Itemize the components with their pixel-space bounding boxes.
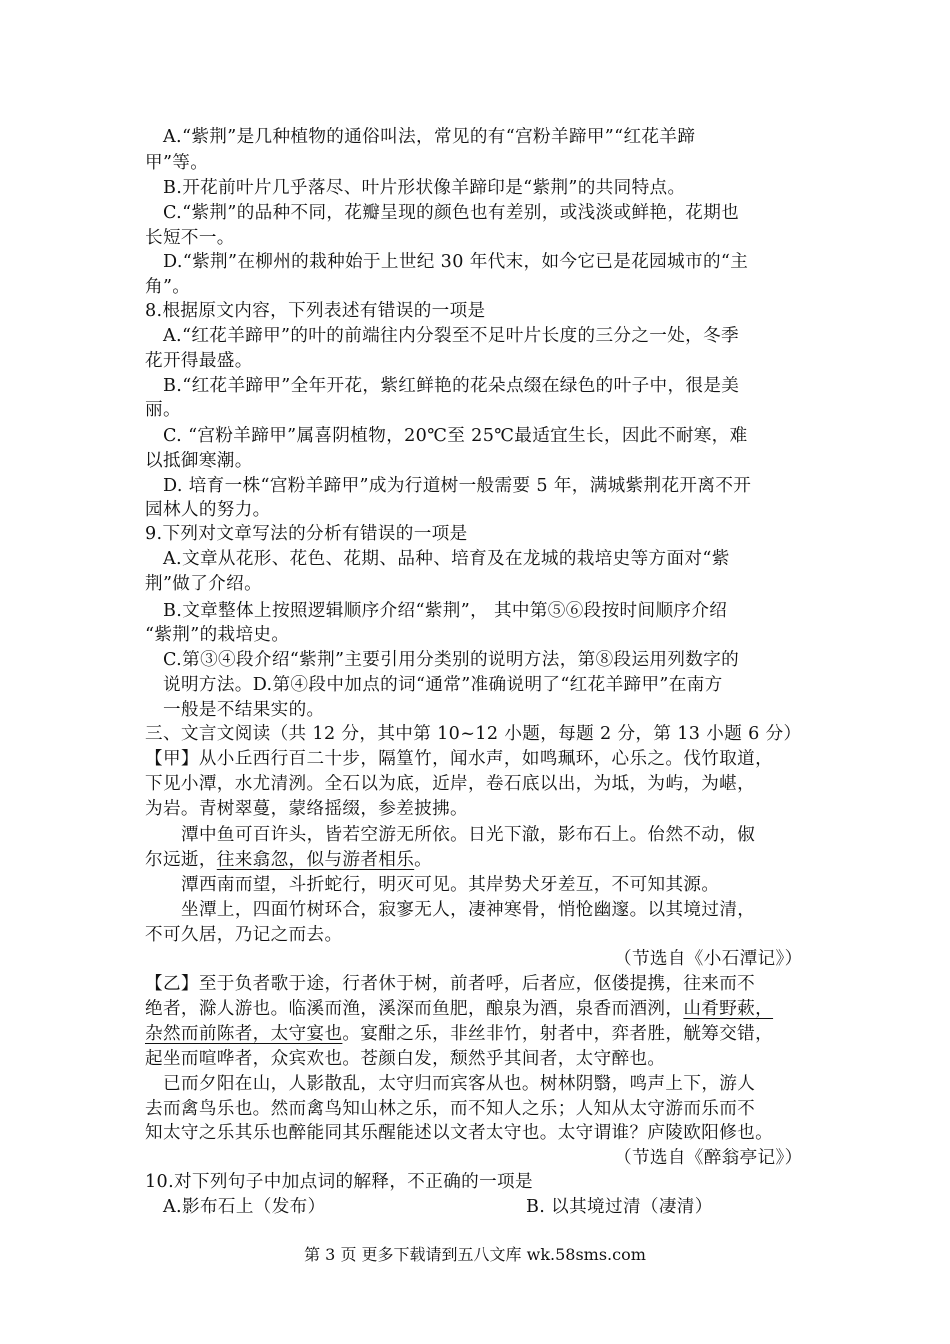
passage-jia-p1-line2: 下见小潭，水尤清洌。全石以为底，近岸，卷石底以出，为坻，为屿，为嵁，	[145, 774, 756, 794]
q8-option-d-line2: 园林人的努力。	[145, 500, 271, 520]
q8-stem	[145, 298, 485, 324]
q9-stem: 9.下列对文章写法的分析有错误的一项是	[145, 524, 468, 544]
passage-yi-source: （节选自《醉翁亭记》）	[614, 1148, 803, 1168]
q8-option-c-line1: C. “宫粉羊蹄甲”属喜阴植物，20℃至 25℃最适宜生长，因此不耐寒，难	[163, 426, 748, 446]
q7-option-a-line1: A.“紫荆”是几种植物的通俗叫法，常见的有“宫粉羊蹄甲”“红花羊蹄	[163, 127, 696, 147]
page-footer: 第 3 页 更多下载请到五八文库 wk.58sms.com	[304, 1245, 646, 1264]
q9-option-c-line2: 说明方法。D.第④段中加点的词“通常”准确说明了“红花羊蹄甲”在南方	[163, 675, 723, 695]
passage-jia-p2-line2	[145, 847, 432, 873]
passage-yi-p1-line1: 【乙】至于负者歌于途，行者休于树，前者呼，后者应，伛偻提携，往来而不	[145, 974, 756, 994]
q7-option-d-line1: D.“紫荆”在柳州的栽种始于上世纪 30 年代末，如今它已是花园城市的“主	[163, 252, 749, 272]
q9-option-b-line2: “紫荆”的栽培史。	[145, 625, 290, 645]
underlined-sentence-yi-part1: 山肴野蔌，	[683, 999, 774, 1019]
passage-yi-p1-line3-end: 。宴酣之乐，非丝非竹，射者中，弈者胜，觥筹交错，	[342, 1024, 774, 1044]
q8-option-c-line2: 以抵御寒潮。	[145, 451, 253, 471]
q10-option-a: A.影布石上（发布）	[163, 1197, 326, 1217]
q8-option-a-line1: A.“红花羊蹄甲”的叶的前端往内分裂至不足叶片长度的三分之一处，冬季	[163, 326, 740, 346]
q9-option-a-line1: A.文章从花形、花色、花期、品种、培育及在龙城的栽培史等方面对“紫	[163, 549, 730, 569]
q10-stem: 10.对下列句子中加点词的解释，不正确的一项是	[145, 1172, 533, 1192]
q9-option-c-line1: C.第③④段介绍“紫荆”主要引用分类别的说明方法，第⑧段运用列数字的	[163, 650, 740, 670]
passage-yi-p1-line2-start: 绝者，滁人游也。临溪而渔，溪深而鱼肥，酿泉为酒，泉香而酒洌，	[145, 999, 684, 1019]
passage-jia-p1-line3: 为岩。青树翠蔓，蒙络摇缀，参差披拂。	[145, 799, 468, 819]
underlined-sentence-yi-part2: 杂然而前陈者，太守宴也	[145, 1024, 343, 1044]
passage-jia-p2-line2-start: 尔远逝，	[145, 850, 217, 870]
q9-option-a-line2: 荆”做了介绍。	[145, 574, 263, 594]
passage-yi-p2-line3: 知太守之乐其乐也醉能同其乐醒能述以文者太守也。太守谓谁？庐陵欧阳修也。	[145, 1123, 774, 1143]
passage-jia-p4-line2: 不可久居，乃记之而去。	[145, 925, 343, 945]
q7-option-c-line1: C.“紫荆”的品种不同，花瓣呈现的颜色也有差别，或浅淡或鲜艳，花期也	[163, 203, 740, 223]
q7-option-c-line2: 长短不一。	[145, 228, 235, 248]
underlined-sentence-jia: 往来翕忽，似与游者相乐	[216, 850, 415, 870]
q10-option-b: B. 以其境过清（凄清）	[526, 1197, 713, 1217]
passage-yi-p1-line4: 起坐而喧哗者，众宾欢也。苍颜白发，颓然乎其间者，太守醉也。	[145, 1049, 666, 1069]
passage-jia-p4-line1: 坐潭上，四面竹树环合，寂寥无人，凄神寒骨，悄怆幽邃。以其境过清，	[181, 900, 756, 920]
passage-yi-p1-line2	[145, 996, 773, 1022]
q7-option-b: B.开花前叶片几乎落尽、叶片形状像羊蹄印是“紫荆”的共同特点。	[163, 178, 686, 198]
passage-jia-p3: 潭西南而望，斗折蛇行，明灭可见。其岸势犬牙差互，不可知其源。	[181, 875, 720, 895]
q8-option-a-line2: 花开得最盛。	[145, 351, 253, 371]
q8-option-b-line1: B.“红花羊蹄甲”全年开花，紫红鲜艳的花朵点缀在绿色的叶子中，很是美	[163, 376, 740, 396]
section-3-heading: 三、文言文阅读（共 12 分，其中第 10~12 小题，每题 2 分，第 13 小题 6 分）	[145, 724, 802, 744]
passage-yi-p2-line1: 已而夕阳在山，人影散乱，太守归而宾客从也。树林阴翳，鸣声上下，游人	[163, 1074, 756, 1094]
passage-jia-source: （节选自《小石潭记》）	[614, 949, 803, 969]
passage-jia-p2-line2-end: 。	[414, 850, 433, 870]
q9-option-c-line3: 一般是不结果实的。	[163, 700, 325, 720]
q9-option-b-line1: B.文章整体上按照逻辑顺序介绍“紫荆”， 其中第⑤⑥段按时间顺序介绍	[163, 601, 728, 621]
q8-stem-text: 8.根据原文内容，下列表述有错误的一项是	[145, 301, 486, 321]
q8-option-b-line2: 丽。	[145, 400, 181, 420]
q7-option-d-line2: 角”。	[145, 277, 191, 297]
passage-yi-p1-line3	[145, 1021, 773, 1047]
q8-option-d-line1: D. 培育一株“宫粉羊蹄甲”成为行道树一般需要 5 年，满城紫荆花开离不开	[163, 476, 752, 496]
passage-yi-p2-line2: 去而禽鸟乐也。然而禽鸟知山林之乐，而不知人之乐；人知从太守游而乐而不	[145, 1099, 756, 1119]
passage-jia-p1-line1: 【甲】从小丘西行百二十步，隔篁竹，闻水声，如鸣珮环，心乐之。伐竹取道，	[145, 749, 774, 769]
q7-option-a-line2: 甲”等。	[145, 153, 209, 173]
passage-jia-p2-line1: 潭中鱼可百许头，皆若空游无所依。日光下澈，影布石上。佁然不动，俶	[181, 825, 756, 845]
